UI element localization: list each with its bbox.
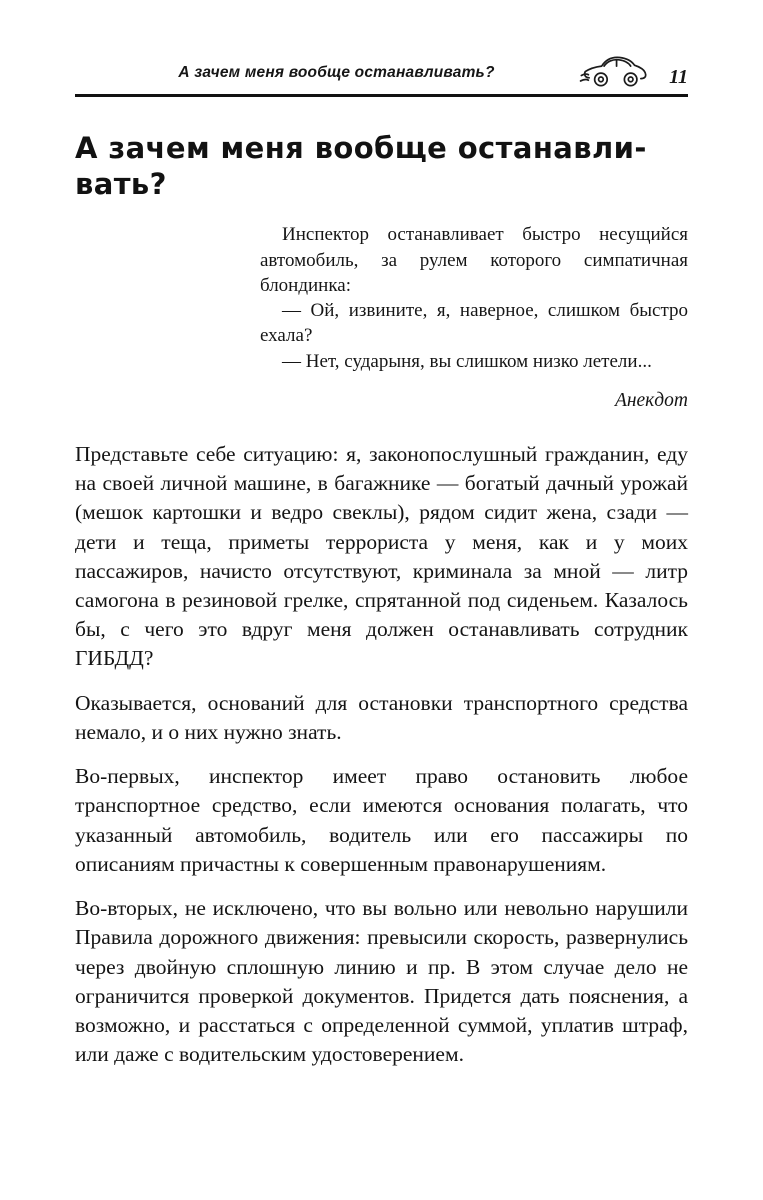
body-text	[75, 440, 688, 1070]
running-header-title: А зачем меня вообще останавливать?	[178, 64, 495, 81]
epigraph-paragraph: — Нет, сударыня, вы слишком низко летели...	[282, 350, 652, 372]
header-rule	[75, 94, 688, 97]
chapter-title	[75, 131, 688, 202]
running-header	[75, 56, 688, 97]
body-paragraph: Представьте себе ситуацию: я, законопослушный гражданин, еду на своей личной машине, в багажнике — богатый дачный урожай (мешок картошки и ведро свеклы), рядом сидит жена, сзади — дети и теща, приметы террориста у меня, как и у моих пассажиров, начисто отсутствуют, криминала за мной — литр самогона в резиновой грелке, спрятанной под сиденьем. Казалось бы, с чего это вдруг меня должен останавливать сотрудник ГИБДД?	[75, 441, 688, 671]
content-column	[75, 56, 688, 1085]
running-header-right	[579, 52, 688, 88]
running-header-row	[75, 56, 688, 90]
epigraph-paragraph: — Ой, извините, я, наверное, слишком быстро ехала?	[260, 300, 688, 347]
epigraph-attribution: Анекдот	[614, 389, 688, 411]
chapter-title-line1: А зачем меня вообще останавли-	[75, 131, 647, 165]
epigraph	[260, 222, 688, 414]
car-icon	[579, 52, 651, 88]
chapter-title-line2: вать?	[75, 166, 167, 201]
page-number: 11	[669, 66, 688, 88]
body-paragraph: Во-первых, инспектор имеет право остановить любое транспортное средство, если имеются основания полагать, что указанный автомобиль, водитель или его пассажиры по описаниям причастны к совершенным правонарушениям.	[75, 764, 688, 876]
epigraph-paragraph: Инспектор останавливает быстро несущийся автомобиль, за рулем которого симпатичная блондинка:	[260, 224, 688, 296]
body-paragraph: Во-вторых, не исключено, что вы вольно или невольно нарушили Правила дорожного движения: превысили скорость, развернулись через двойную сплошную линию и пр. В этом случае дело не ограничится проверкой документов. Придется дать пояснения, а возможно, и расстаться с определенной суммой, уплатив штраф, или даже с водительским удостоверением.	[75, 896, 688, 1067]
body-paragraph: Оказывается, оснований для остановки транспортного средства немало, и о них нужно знать.	[75, 690, 688, 744]
